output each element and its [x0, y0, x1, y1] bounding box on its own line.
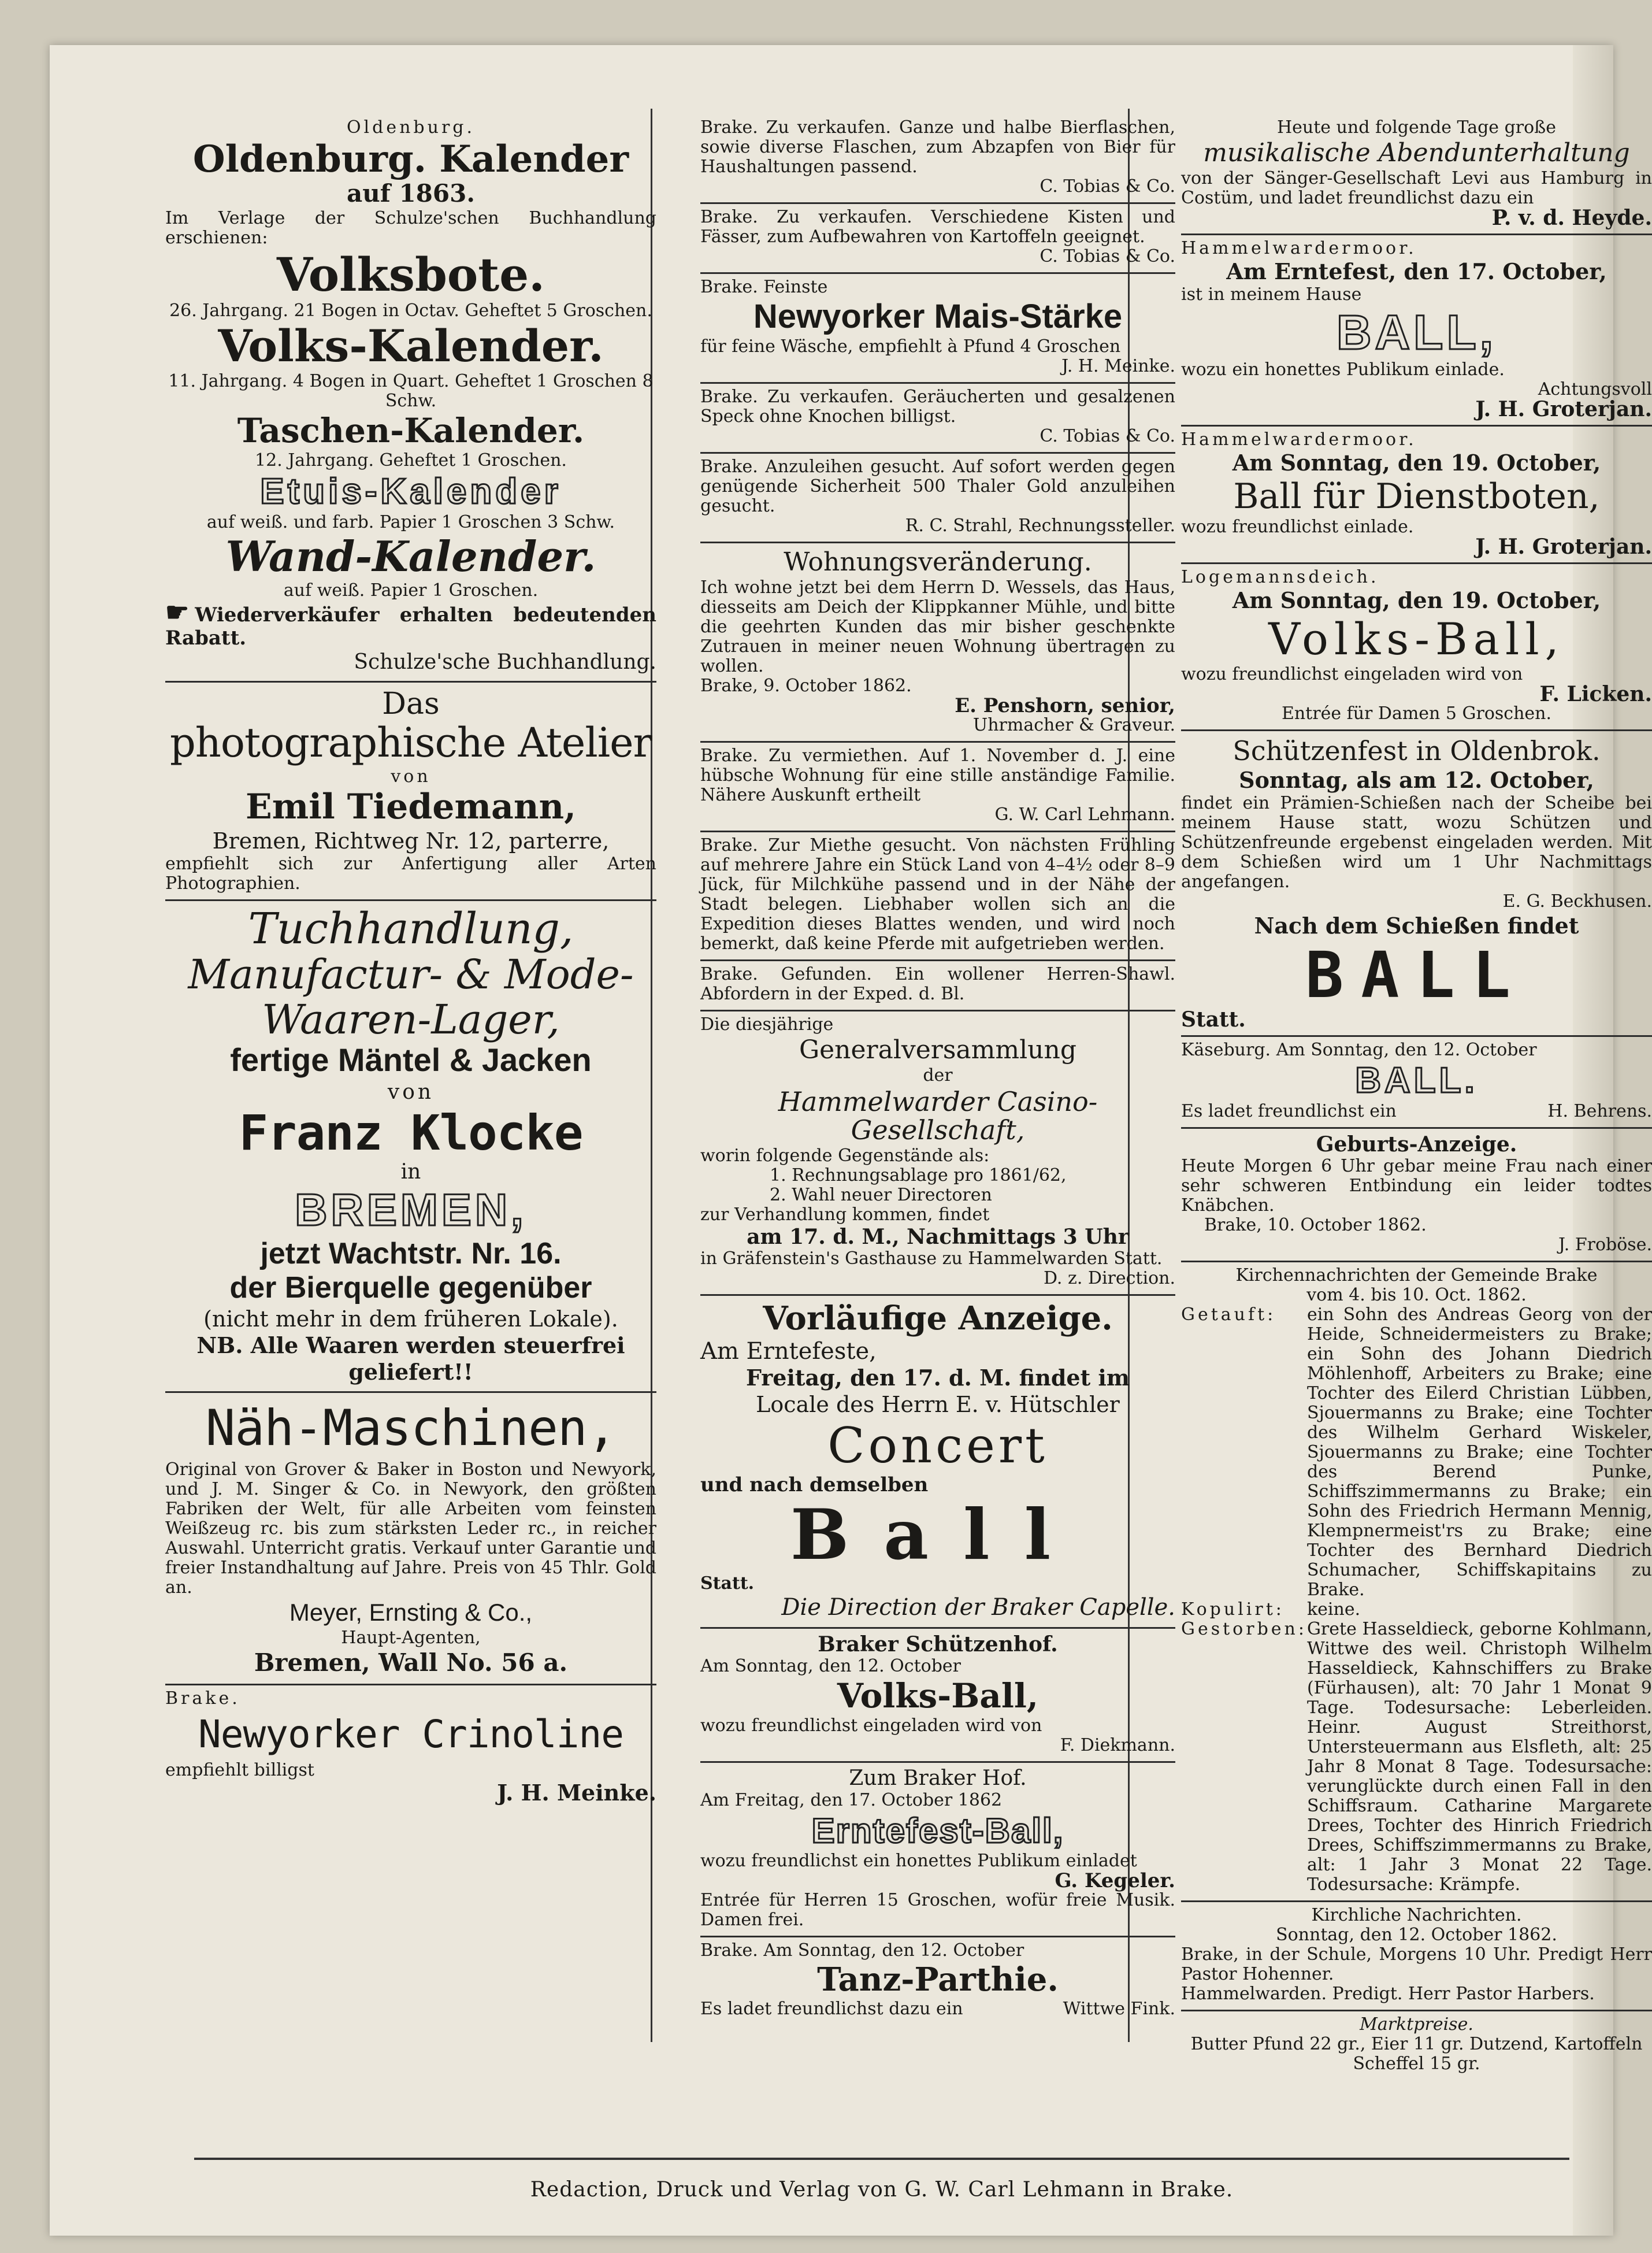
relocation-text: Ich wohne jetzt bei dem Herrn D. Wessels, das Haus, diesseits am Deich der Klippkanner Mühle, und bitte die geehrten Kunden das mir bisher geschenkte Zutrauen in meiner neuen Wohnung übertragen zu wollen.	[700, 577, 1175, 677]
ad-braker-hof	[700, 1763, 1175, 1937]
concert-ball: Ball	[790, 1494, 1086, 1576]
concert-statt: Statt.	[700, 1573, 755, 1594]
imprint-footer: Redaction, Druck und Verlag von G. W. Carl Lehmann in Brake.	[530, 2178, 1234, 2202]
music-text: von der Sänger-Gesellschaft Levi aus Hamburg in Costüm, und ladet freundlichst dazu ein	[1181, 168, 1652, 209]
ad-photo-atelier	[165, 683, 656, 901]
tuch-address: jetzt Wachtstr. Nr. 16.	[260, 1237, 562, 1271]
shooting-after: Nach dem Schießen findet	[1254, 913, 1579, 939]
column-left	[165, 114, 656, 1811]
column-right	[1181, 114, 1652, 2080]
bottles-text: Brake. Zu verkaufen. Ganze und halbe Bierflaschen, sowie diverse Flaschen, zum Abzapfen von Bier für Haushaltungen passend.	[700, 117, 1175, 177]
dance-footer	[700, 1999, 1175, 2019]
concert-line-4: und nach demselben	[700, 1473, 929, 1496]
ad-birth	[1181, 1129, 1652, 1262]
etuiskalender-desc: auf weiß. und farb. Papier 1 Groschen 3 Schw.	[206, 512, 615, 533]
shooting-statt: Statt.	[1181, 1007, 1246, 1032]
tuch-line-4: fertige Mäntel & Jacken	[230, 1042, 592, 1079]
concert-word: Concert	[827, 1417, 1048, 1474]
harvest-regards: Achtungsvoll	[1538, 379, 1652, 400]
service-line-1: Brake, in der Schule, Morgens 10 Uhr. Predigt Herr Pastor Hohenner.	[1181, 1944, 1652, 1985]
land-text: Brake. Zur Miethe gesucht. Von nächsten Frühling auf mehrere Jahre ein Stück Land von 4–4½ oder 8–9 Jück, für Milchkühe passend und in der Nähe der Stadt belegen. Liebhaber wollen sich an die Expedition dieses Blattes wenden, und wird noch bemerkt, daß keine Pferde mit aufgetrieben werden.	[700, 835, 1175, 954]
calendar-title: Oldenburg. Kalender	[192, 138, 629, 181]
dance-event: Tanz-Parthie.	[817, 1960, 1059, 1999]
tuch-name: Franz Klocke	[239, 1105, 583, 1162]
relocation-title: Wohnungsveränderung.	[784, 547, 1092, 577]
service-line-2: Hammelwarden. Predigt. Herr Pastor Harbers.	[1181, 1984, 1595, 2004]
assembly-when: am 17. d. M., Nachmittags 3 Uhr	[747, 1224, 1129, 1249]
crin-sign: J. H. Meinke.	[497, 1779, 656, 1806]
ad-schuetzenhof	[700, 1629, 1175, 1763]
brakerhof-entry: Entrée für Herren 15 Groschen, wofür freie Musik. Damen frei.	[700, 1889, 1175, 1930]
taschenkalender-title: Taschen-Kalender.	[237, 411, 585, 451]
concert-line-3: Locale des Herrn E. v. Hütschler	[756, 1391, 1120, 1417]
loan-sign: R. C. Strahl, Rechnungssteller.	[905, 515, 1175, 536]
ad-church-service	[1181, 1902, 1652, 2011]
ad-tuchhandlung	[165, 901, 656, 1394]
naeh-desc: Original von Grover & Baker in Boston und Newyork, und J. M. Singer & Co. in Newyork, den größten Fabriken der Welt, für alle Arbeiten vom feinsten Weißzeug rc. bis zum stärksten Leder rc., in reicher Auswahl. Unterricht gratis. Verkauf unter Garantie und freier Instandhaltung auf Jahre. Preis von 45 Thlr. Gold an.	[165, 1459, 656, 1598]
harvest-sign: J. H. Groterjan.	[1475, 397, 1652, 422]
ad-calendar	[165, 114, 656, 683]
volksball-event: Volks-Ball,	[1268, 613, 1565, 665]
taschenkalender-desc: 12. Jahrgang. Geheftet 1 Groschen.	[255, 450, 567, 470]
calendar-intro: Im Verlage der Schulze'schen Buchhandlung erschienen:	[165, 208, 656, 249]
brakerhof-invite: wozu freundlichst ein honettes Publikum einladet	[700, 1850, 1137, 1871]
relocation-trade: Uhrmacher & Graveur.	[972, 715, 1175, 736]
ad-loan	[700, 454, 1175, 543]
ad-rent	[700, 743, 1175, 832]
service-title: Kirchliche Nachrichten.	[1311, 1905, 1522, 1926]
tuch-city: BREMEN,	[295, 1184, 527, 1236]
volksbote-title: Volksbote.	[277, 247, 545, 302]
schuetzenhof-date: Am Sonntag, den 12. October	[700, 1655, 961, 1676]
newspaper-page	[50, 45, 1652, 2236]
brakerhof-date: Am Freitag, den 17. October 1862	[700, 1789, 1003, 1810]
church-value-died: Grete Hasseldieck, geborne Kohlmann, Wittwe des weil. Christoph Wilhelm Hasseldieck, Kahnschiffers zu Brake (Fürhausen), alt: 70 Jahr 1 Monat 9 Tage. Todesursache: Leberleiden. Heinr. August Streithorst, Untersteuermann aus Elsfleth, alt: 25 Jahr 8 Monat 8 Tage. Todesursache: verunglückte durch einen Fall in den Schiffsraum. Catharine Margarete Drees, Tochter des Hinrich Friedrich Drees, Schiffszimmermanns zu Brake, alt: 1 Jahr 3 Monat 22 Tage. Todesursache: Krämpfe.	[1306, 1619, 1652, 1895]
ad-boxes	[700, 204, 1175, 274]
schuetzenhof-sign: F. Diekmann.	[1060, 1735, 1175, 1755]
crin-title: Newyorker Crinoline	[198, 1711, 623, 1757]
starch-sign: J. H. Meinke.	[1061, 355, 1175, 376]
music-title: musikalische Abendunterhaltung	[1203, 138, 1630, 168]
boxes-text: Brake. Zu verkaufen. Verschiedene Kisten und Fässer, zum Aufbewahren von Kartoffeln geeignet.	[700, 207, 1175, 247]
table-row	[1181, 1620, 1652, 1895]
ad-naehmaschinen	[165, 1393, 656, 1685]
brakerhof-event: Erntefest-Ball,	[811, 1811, 1064, 1850]
ad-bacon	[700, 384, 1175, 454]
photo-address: Bremen, Richtweg Nr. 12, parterre,	[212, 828, 610, 854]
rent-text: Brake. Zu vermiethen. Auf 1. November d. J. eine hübsche Wohnung für eine stille anständige Familie. Nähere Auskunft ertheilt	[700, 746, 1175, 806]
reseller-text: Wiederverkäufer erhalten bedeutenden Rabatt.	[165, 603, 656, 650]
schuetzenhof-event: Volks-Ball,	[837, 1676, 1039, 1715]
harvest-where: ist in meinem Hause	[1181, 284, 1362, 305]
ad-assembly	[700, 1011, 1175, 1296]
naeh-firm: Meyer, Ernsting & Co.,	[289, 1599, 533, 1626]
shooting-date: Sonntag, als am 12. October,	[1239, 767, 1594, 794]
servants-invite: wozu freundlichst einlade.	[1181, 517, 1414, 538]
brakerhof-sign: G. Kegeler.	[1055, 1869, 1175, 1892]
volksball-date: Am Sonntag, den 19. October,	[1232, 587, 1601, 614]
assembly-item-1: 1. Rechnungsablage pro 1861/62,	[770, 1165, 1067, 1185]
rent-sign: G. W. Carl Lehmann.	[994, 805, 1175, 825]
calendar-place: Oldenburg.	[346, 117, 476, 138]
ad-harvest-ball	[1181, 235, 1652, 427]
calendar-year: auf 1863.	[347, 179, 475, 208]
shooting-title: Schützenfest in Oldenbrok.	[1232, 735, 1601, 766]
volksball-invite: wozu freundlichst eingeladen wird von	[1181, 664, 1523, 684]
dance-date: Brake. Am Sonntag, den 12. October	[700, 1940, 1024, 1961]
servants-sign: J. H. Groterjan.	[1475, 535, 1652, 559]
harvest-place: Hammelwardermoor.	[1181, 238, 1417, 259]
ad-bottles	[700, 114, 1175, 204]
tuch-von: von	[387, 1080, 435, 1105]
tuch-line-3: Waaren-Lager,	[262, 995, 560, 1043]
market-text: Butter Pfund 22 gr., Eier 11 gr. Dutzend, Kartoffeln Scheffel 15 gr.	[1190, 2034, 1643, 2074]
ad-shooting-fest	[1181, 731, 1652, 1037]
bacon-sign: C. Tobias & Co.	[1040, 425, 1175, 446]
tuch-location: der Bierquelle gegenüber	[229, 1270, 592, 1305]
crin-place: Brake.	[165, 1688, 240, 1709]
ad-dance	[700, 1937, 1175, 2025]
photo-name: Emil Tiedemann,	[246, 786, 576, 827]
kaeseburg-date: Käseburg. Am Sonntag, den 12. October	[1181, 1040, 1537, 1061]
church-value-married: keine.	[1306, 1599, 1361, 1620]
ad-volksball	[1181, 564, 1652, 731]
bacon-text: Brake. Zu verkaufen. Geräucherten und gesalzenen Speck ohne Knochen billigst.	[700, 386, 1175, 427]
concert-line-2: Freitag, den 17. d. M. findet im	[745, 1364, 1130, 1391]
photo-title: photographische Atelier	[169, 719, 652, 767]
concert-title: Vorläufige Anzeige.	[763, 1299, 1113, 1337]
shooting-ball: BALL	[1305, 938, 1528, 1013]
photo-von: von	[391, 766, 431, 787]
ad-kaeseburg	[1181, 1037, 1652, 1129]
ad-market-prices	[1181, 2011, 1652, 2080]
relocation-sign: E. Penshorn, senior,	[955, 694, 1175, 718]
shooting-text: findet ein Prämien-Schießen nach der Scheibe bei meinem Hause statt, wozu Schützen und Schützenfreunde ergebenst eingeladen werden. Mit dem Schießen wird um 1 Uhr Nachmittags angefangen.	[1181, 793, 1652, 892]
pointing-hand-icon: ☛	[165, 596, 190, 628]
kaeseburg-footer	[1181, 1102, 1652, 1121]
boxes-sign: C. Tobias & Co.	[1040, 246, 1175, 266]
ad-church-news	[1181, 1262, 1652, 1902]
church-label-died: Gestorben:	[1181, 1619, 1307, 1640]
assembly-sign: D. z. Direction.	[1043, 1268, 1175, 1288]
found-text: Brake. Gefunden. Ein wollener Herren-Shawl. Abfordern in der Exped. d. Bl.	[700, 964, 1175, 1005]
schuetzenhof-invite: wozu freundlichst eingeladen wird von	[700, 1715, 1042, 1736]
brakerhof-title: Zum Braker Hof.	[849, 1766, 1027, 1790]
tuch-line-2: Manufactur- & Mode-	[188, 951, 634, 999]
ad-servants-ball	[1181, 427, 1652, 564]
ad-starch	[700, 274, 1175, 384]
relocation-date: Brake, 9. October 1862.	[700, 676, 912, 696]
harvest-ball: BALL,	[1336, 305, 1497, 360]
church-table	[1181, 1305, 1652, 1895]
column-middle	[700, 114, 1175, 2025]
servants-event: Ball für Dienstboten,	[1233, 476, 1600, 517]
assembly-der: der	[923, 1065, 953, 1086]
birth-title: Geburts-Anzeige.	[1316, 1132, 1517, 1157]
church-label-baptized: Getauft:	[1181, 1305, 1276, 1325]
loan-text: Brake. Anzuleihen gesucht. Auf sofort werden gegen genügende Sicherheit 500 Thaler Gold anzuleihen gesucht.	[700, 456, 1175, 516]
ad-found	[700, 961, 1175, 1011]
music-sign: P. v. d. Heyde.	[1491, 206, 1652, 231]
table-row	[1181, 1305, 1652, 1600]
shooting-sign: E. G. Beckhusen.	[1502, 891, 1652, 912]
kaeseburg-sign: H. Behrens.	[1547, 1101, 1652, 1122]
bottles-sign: C. Tobias & Co.	[1040, 176, 1175, 197]
concert-sign: Die Direction der Braker Capelle.	[781, 1594, 1175, 1621]
volkskalender-title: Volks-Kalender.	[218, 320, 604, 372]
calendar-sign: Schulze'sche Buchhandlung.	[354, 650, 656, 674]
assembly-intro: Die diesjährige	[700, 1014, 834, 1035]
kaeseburg-ball: BALL.	[1355, 1061, 1478, 1101]
volksball-entry: Entrée für Damen 5 Groschen.	[1281, 703, 1552, 724]
music-line-1: Heute und folgende Tage große	[1277, 117, 1556, 138]
tuch-line-1: Tuchhandlung,	[248, 903, 574, 954]
servants-date: Am Sonntag, den 19. October,	[1232, 450, 1601, 476]
church-range: vom 4. bis 10. Oct. 1862.	[1306, 1285, 1527, 1306]
starch-place: Brake. Feinste	[700, 277, 828, 297]
assembly-society: Hammelwarder Casino-Gesellschaft,	[778, 1086, 1098, 1146]
wandkalender-title: Wand-Kalender.	[225, 532, 596, 581]
market-title: Marktpreise.	[1360, 2014, 1473, 2035]
birth-date: Brake, 10. October 1862.	[1204, 1215, 1427, 1236]
naeh-agent: Haupt-Agenten,	[341, 1627, 481, 1648]
reseller-note	[165, 596, 656, 650]
harvest-date: Am Erntefest, den 17. October,	[1226, 258, 1607, 285]
church-title: Kirchennachrichten der Gemeinde Brake	[1235, 1265, 1598, 1286]
church-value-baptized: ein Sohn des Andreas Georg von der Heide, Schneidermeisters zu Brake; ein Sohn des Johann Diedrich Möhlenhoff, Arbeiters zu Brake; eine Tochter des Eilerd Christian Lübben, Sjouermanns zu Brake; eine Tochter des Wilhelm Gerhard Wiskeler, Sjouermanns zu Brake; eine Tochter des Berend Punke, Schiffszimmermanns zu Brake; ein Sohn des Friedrich Hermann Mennig, Klempnermeist'rs zu Brake; eine Tochter des Bernhard Diedrich Schumacher, Schiffskapitains zu Brake.	[1306, 1305, 1652, 1600]
dance-sign: Wittwe Fink.	[1063, 1998, 1175, 2019]
assembly-where: in Gräfenstein's Gasthause zu Hammelwarden Statt.	[700, 1248, 1163, 1269]
ad-relocation	[700, 543, 1175, 743]
footer-rule	[194, 2158, 1569, 2160]
servants-place: Hammelwardermoor.	[1181, 429, 1417, 450]
assembly-item-2: 2. Wahl neuer Directoren	[770, 1184, 992, 1205]
assembly-lead: worin folgende Gegenstände als:	[700, 1145, 990, 1166]
service-date: Sonntag, den 12. October 1862.	[1276, 1925, 1557, 1946]
starch-title: Newyorker Mais-Stärke	[753, 298, 1123, 335]
etuiskalender-title: Etuis-Kalender	[260, 471, 562, 512]
wandkalender-desc: auf weiß. Papier 1 Groschen.	[283, 580, 539, 601]
volksbote-desc: 26. Jahrgang. 21 Bogen in Octav. Geheftet 5 Groschen.	[169, 301, 652, 321]
kaeseburg-invite: Es ladet freundlichst ein	[1181, 1101, 1397, 1122]
tuch-in: in	[400, 1160, 421, 1184]
volksball-place: Logemannsdeich.	[1181, 567, 1379, 588]
concert-line-1: Am Erntefeste,	[700, 1337, 877, 1365]
crin-desc: empfiehlt billigst	[165, 1759, 314, 1780]
photo-das: Das	[382, 686, 440, 721]
ad-concert	[700, 1296, 1175, 1629]
assembly-title: Generalversammlung	[799, 1035, 1076, 1065]
dance-invite: Es ladet freundlichst dazu ein	[700, 1998, 963, 2019]
photo-desc: empfiehlt sich zur Anfertigung aller Arten Photographien.	[165, 853, 656, 894]
naeh-title: Näh-Maschinen,	[205, 1399, 617, 1458]
tuch-nb: NB. Alle Waaren werden steuerfrei geliefert!!	[196, 1332, 625, 1385]
ad-land	[700, 832, 1175, 961]
ad-crinoline	[165, 1685, 656, 1811]
church-label-married: Kopulirt:	[1181, 1599, 1285, 1620]
schuetzenhof-title: Braker Schützenhof.	[818, 1632, 1058, 1657]
starch-text: für feine Wäsche, empfiehlt à Pfund 4 Groschen	[700, 336, 1121, 357]
table-row	[1181, 1600, 1652, 1620]
birth-text: Heute Morgen 6 Uhr gebar meine Frau nach einer sehr schweren Entbindung ein leider todtes Knäbchen.	[1181, 1156, 1652, 1216]
tuch-note: (nicht mehr in dem früheren Lokale).	[203, 1306, 618, 1332]
naeh-address: Bremen, Wall No. 56 a.	[254, 1648, 568, 1677]
volksball-sign: F. Licken.	[1539, 681, 1652, 706]
harvest-invite: wozu ein honettes Publikum einlade.	[1181, 360, 1505, 380]
volkskalender-desc: 11. Jahrgang. 4 Bogen in Quart. Geheftet 1 Groschen 8 Schw.	[168, 371, 654, 412]
birth-sign: J. Froböse.	[1558, 1235, 1652, 1255]
assembly-mid: zur Verhandlung kommen, findet	[700, 1204, 990, 1225]
ad-music-evening	[1181, 114, 1652, 235]
